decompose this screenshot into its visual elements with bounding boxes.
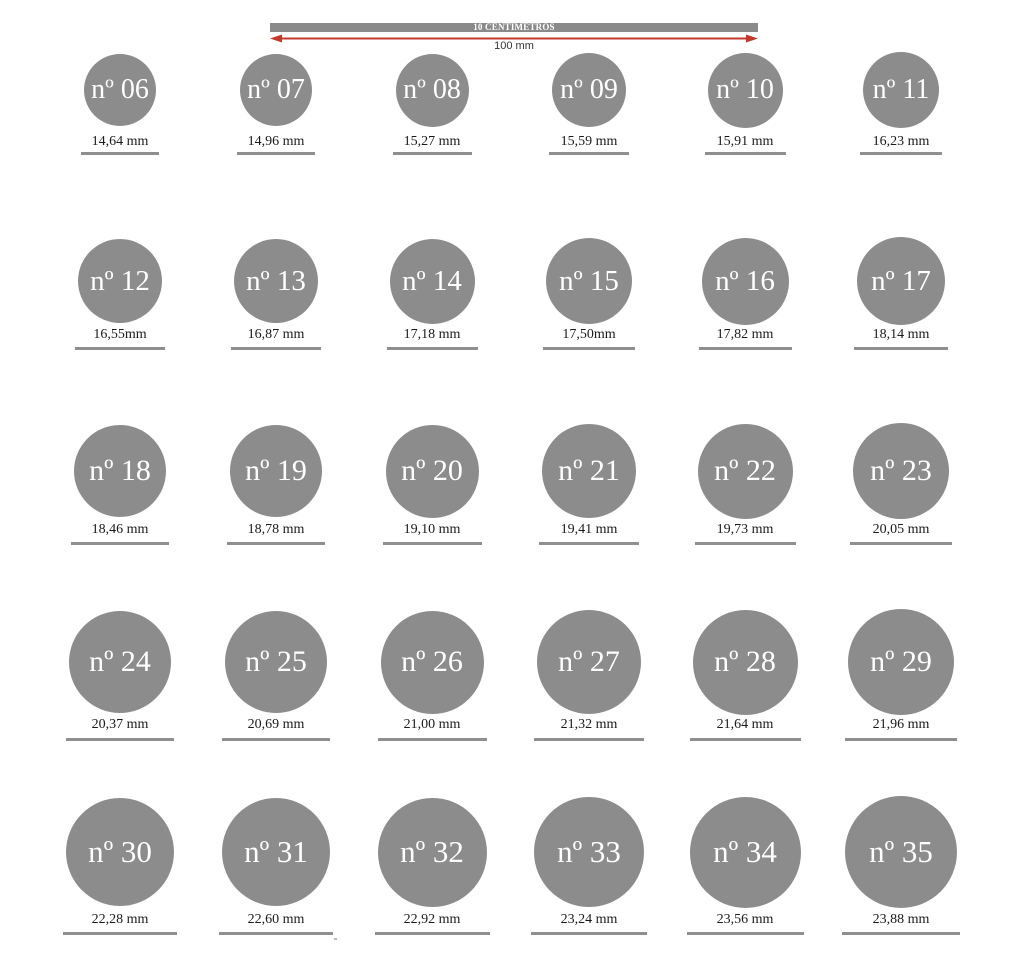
diameter-underline <box>383 542 482 545</box>
ring-size-circle: nº 34 <box>690 797 801 908</box>
ring-size-circle: nº 07 <box>240 54 312 126</box>
ring-size-diameter: 21,96 mm <box>872 717 930 732</box>
diameter-underline <box>387 347 478 350</box>
ring-size-diameter: 18,78 mm <box>247 522 305 537</box>
diameter-underline <box>231 347 321 350</box>
ring-size-diameter: 21,32 mm <box>560 717 618 732</box>
ring-size-circle: nº 18 <box>74 425 166 517</box>
diameter-underline <box>695 542 796 545</box>
ring-size-circle: nº 24 <box>69 611 171 713</box>
diameter-underline <box>237 152 315 155</box>
diameter-underline <box>549 152 629 155</box>
ring-size-circle: nº 16 <box>702 238 789 325</box>
ring-size-diameter: 17,82 mm <box>716 327 774 342</box>
ruler-10cm <box>270 22 758 52</box>
diameter-underline <box>539 542 639 545</box>
ring-size-diameter: 17,50mm <box>562 327 616 342</box>
ruler-title: 10 CENTIMETROS <box>270 23 758 32</box>
ring-size-circle: nº 20 <box>386 425 479 518</box>
ring-size-circle: nº 09 <box>552 53 626 127</box>
diameter-underline <box>699 347 792 350</box>
ring-size-diameter: 14,64 mm <box>91 134 149 149</box>
ring-size-diameter: 16,87 mm <box>247 327 305 342</box>
ring-size-circle: nº 28 <box>693 610 798 715</box>
diameter-underline <box>378 738 487 741</box>
ring-size-circle: nº 19 <box>230 425 322 517</box>
diameter-underline <box>534 738 644 741</box>
ring-size-circle: nº 27 <box>537 610 641 714</box>
diameter-underline <box>219 932 333 935</box>
diameter-underline <box>75 347 165 350</box>
diameter-underline <box>531 932 647 935</box>
ring-size-diameter: 23,24 mm <box>560 912 618 927</box>
diameter-underline <box>66 738 174 741</box>
ring-size-diameter: 22,60 mm <box>247 912 305 927</box>
diameter-underline <box>842 932 960 935</box>
ruler-mm-label: 100 mm <box>484 40 544 52</box>
ring-size-circle: nº 23 <box>853 423 949 519</box>
diameter-underline <box>81 152 159 155</box>
ring-size-diameter: 15,59 mm <box>560 134 618 149</box>
ring-size-circle: nº 21 <box>542 424 636 518</box>
diameter-underline <box>860 152 942 155</box>
ring-size-circle: nº 06 <box>84 54 156 126</box>
diameter-underline <box>850 542 952 545</box>
ring-size-circle: nº 30 <box>66 798 174 906</box>
ring-size-diameter: 20,69 mm <box>247 717 305 732</box>
ring-size-circle: nº 25 <box>225 611 327 713</box>
ring-size-diameter: 18,14 mm <box>872 327 930 342</box>
diameter-underline <box>222 738 330 741</box>
ring-size-diameter: 22,92 mm <box>403 912 461 927</box>
diameter-underline <box>705 152 786 155</box>
ring-size-circle: nº 31 <box>222 798 330 906</box>
ring-size-circle: nº 35 <box>845 796 957 908</box>
ring-size-circle: nº 10 <box>708 53 783 128</box>
ring-size-circle: nº 33 <box>534 797 644 907</box>
ring-size-diameter: 16,55mm <box>93 327 147 342</box>
ring-size-circle: nº 13 <box>234 239 318 323</box>
diameter-underline <box>845 738 957 741</box>
diameter-underline <box>393 152 472 155</box>
ring-size-diameter: 21,64 mm <box>716 717 774 732</box>
ring-size-circle: nº 32 <box>378 798 487 907</box>
diameter-underline <box>63 932 177 935</box>
ring-size-diameter: 23,56 mm <box>716 912 774 927</box>
ring-size-diameter: 15,91 mm <box>716 134 774 149</box>
ring-size-diameter: 17,18 mm <box>403 327 461 342</box>
diameter-underline <box>690 738 801 741</box>
diameter-underline <box>687 932 804 935</box>
ring-size-circle: nº 15 <box>546 238 632 324</box>
diameter-underline <box>375 932 490 935</box>
diameter-underline <box>71 542 169 545</box>
ring-size-circle: nº 11 <box>863 52 939 128</box>
diameter-underline <box>854 347 948 350</box>
ring-size-circle: nº 12 <box>78 239 162 323</box>
ring-size-circle: nº 08 <box>396 54 469 127</box>
ring-size-diameter: 19,41 mm <box>560 522 618 537</box>
ring-size-diameter: 20,05 mm <box>872 522 930 537</box>
ring-size-diameter: 19,10 mm <box>403 522 461 537</box>
ring-size-circle: nº 14 <box>390 239 475 324</box>
ruler-arrow <box>270 34 758 52</box>
ring-size-diameter: 15,27 mm <box>403 134 461 149</box>
ring-size-diameter: 22,28 mm <box>91 912 149 927</box>
ring-size-diameter: 20,37 mm <box>91 717 149 732</box>
ring-size-circle: nº 17 <box>857 237 945 325</box>
ring-size-diameter: 19,73 mm <box>716 522 774 537</box>
ring-size-circle: nº 29 <box>848 609 954 715</box>
ring-size-diameter: 16,23 mm <box>872 134 930 149</box>
diameter-underline <box>227 542 325 545</box>
ring-size-diameter: 18,46 mm <box>91 522 149 537</box>
ring-size-diameter: 23,88 mm <box>872 912 930 927</box>
diameter-underline <box>543 347 635 350</box>
stray-mark <box>334 938 337 940</box>
ring-size-diameter: 21,00 mm <box>403 717 461 732</box>
ring-size-circle: nº 22 <box>698 424 793 519</box>
ring-size-diameter: 14,96 mm <box>247 134 305 149</box>
ring-size-circle: nº 26 <box>381 611 484 714</box>
